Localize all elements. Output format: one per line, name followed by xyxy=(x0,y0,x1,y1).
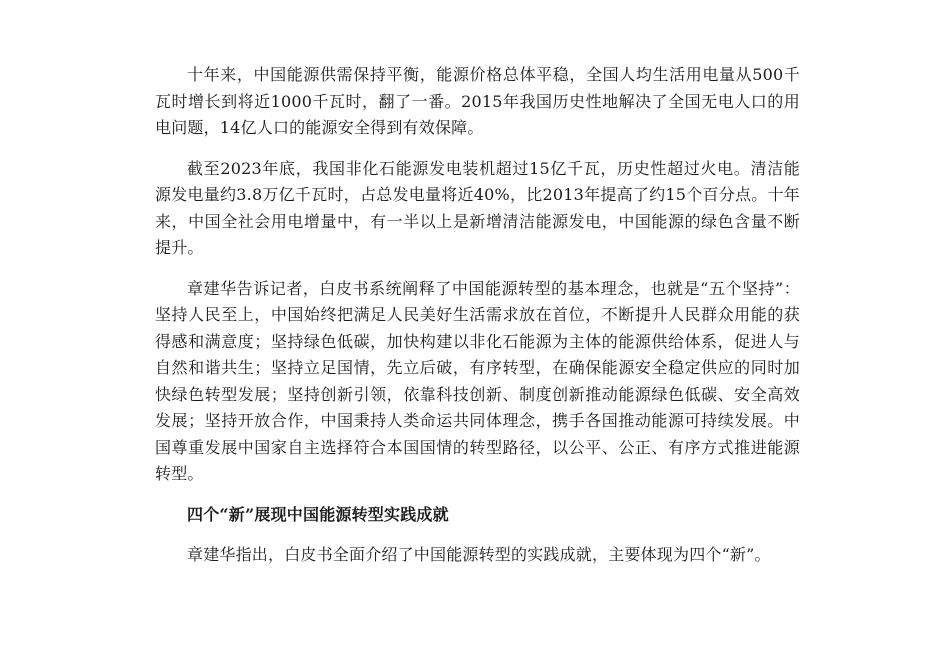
paragraph-five-principles: 章建华告诉记者，白皮书系统阐释了中国能源转型的基本理念，也就是“五个坚持”：坚持人民至上，中国始终把满足人民美好生活需求放在首位，不断提升人民群众用能的获得感和满意度；坚持绿色低碳，加快构建以非化石能源为主体的能源供给体系，促进人与自然和谐共生；坚持立足国情，先立后破，有序转型，在确保能源安全稳定供应的同时加快绿色转型发展；坚持创新引领，依靠科技创新、制度创新推动能源绿色低碳、安全高效发展；坚持开放合作，中国秉持人类命运共同体理念，携手各国推动能源可持续发展。中国尊重发展中国家自主选择符合本国国情的转型路径，以公平、公正、有序方式推进能源转型。 xyxy=(155,278,800,483)
paragraph-four-new: 章建华指出，白皮书全面介绍了中国能源转型的实践成就，主要体现为四个“新”。 xyxy=(187,545,771,564)
paragraph-electricity-balance: 十年来，中国能源供需保持平衡，能源价格总体平稳，全国人均生活用电量从500千瓦时增长到将近1000千瓦时，翻了一番。2015年我国历史性地解决了全国无电人口的用电问题，14亿人口的能源安全得到有效保障。 xyxy=(155,65,800,137)
section-subheading: 四个“新”展现中国能源转型实践成就 xyxy=(187,504,449,524)
article-body xyxy=(155,62,800,583)
paragraph-clean-energy: 截至2023年底，我国非化石能源发电装机超过15亿千瓦，历史性超过火电。清洁能源发电量约3.8万亿千瓦时，占总发电量将近40%，比2013年提高了约15个百分点。十年来，中国全社会用电增量中，有一半以上是新增清洁能源发电，中国能源的绿色含量不断提升。 xyxy=(155,158,800,257)
